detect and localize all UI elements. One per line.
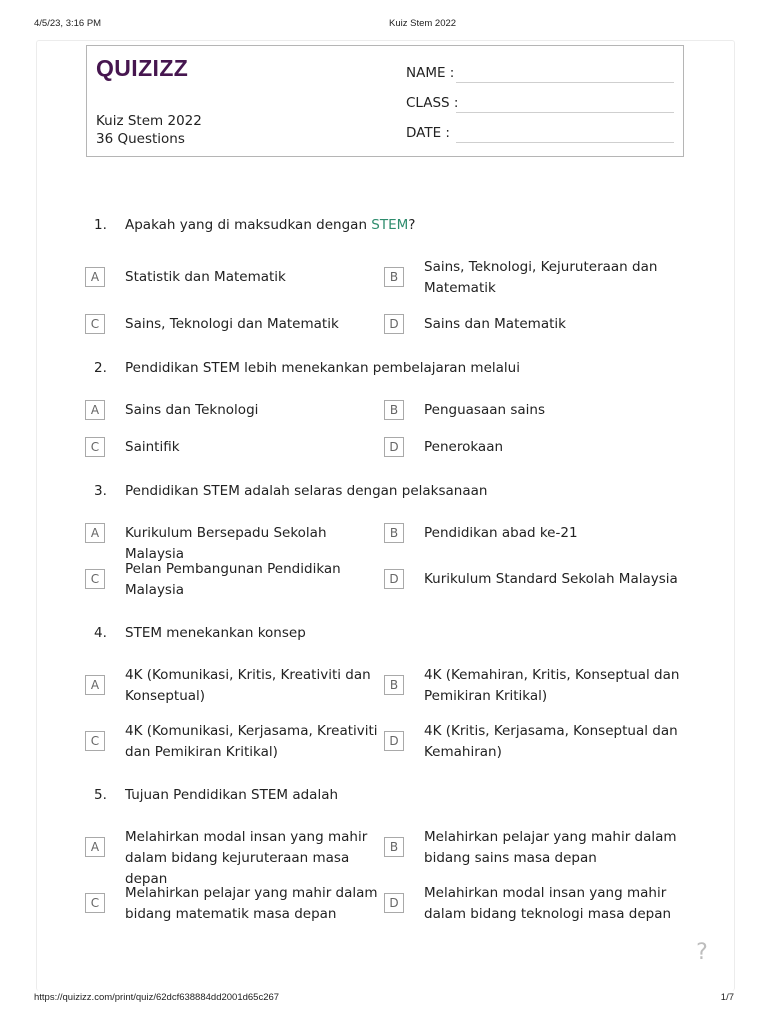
question-text: Pendidikan STEM adalah selaras dengan pelaksanaan xyxy=(125,483,488,499)
class-line xyxy=(456,112,674,113)
option-text: Melahirkan pelajar yang mahir dalam bidang matematik masa depan xyxy=(125,885,378,922)
option-text: Penguasaan sains xyxy=(424,402,545,418)
option-text: 4K (Kemahiran, Kritis, Konseptual dan Pemikiran Kritikal) xyxy=(424,667,680,704)
option-letter-box: B xyxy=(384,675,404,695)
option-text: Pendidikan abad ke-21 xyxy=(424,525,578,541)
option-letter-box: D xyxy=(384,731,404,751)
option-text: Pelan Pembangunan Pendidikan Malaysia xyxy=(125,561,341,598)
option-letter-box: C xyxy=(85,731,105,751)
help-icon[interactable]: ? xyxy=(696,940,708,965)
quizizz-logo: QUIZIZZ xyxy=(96,55,189,81)
question-text: Tujuan Pendidikan STEM adalah xyxy=(125,787,339,803)
question-number: 5. xyxy=(94,787,107,803)
option-text: Kurikulum Bersepadu Sekolah Malaysia xyxy=(125,525,327,562)
question-number: 3. xyxy=(94,483,107,499)
option-letter-box: B xyxy=(384,400,404,420)
name-line xyxy=(456,82,674,83)
option-text: 4K (Komunikasi, Kerjasama, Kreativiti dan Pemikiran Kritikal) xyxy=(125,723,378,760)
option-letter-box: A xyxy=(85,400,105,420)
option-letter-box: C xyxy=(85,569,105,589)
question-number: 4. xyxy=(94,625,107,641)
option-letter-box: D xyxy=(384,893,404,913)
question-number: 2. xyxy=(94,360,107,376)
date-label: DATE : xyxy=(406,125,450,141)
option-text: Sains dan Matematik xyxy=(424,316,566,332)
option-letter-box: B xyxy=(384,267,404,287)
option-text: Statistik dan Matematik xyxy=(125,269,286,285)
option-letter-box: A xyxy=(85,675,105,695)
date-line xyxy=(456,142,674,143)
option-letter-box: D xyxy=(384,314,404,334)
option-letter-box: A xyxy=(85,267,105,287)
option-letter-box: C xyxy=(85,893,105,913)
option-text: Sains, Teknologi dan Matematik xyxy=(125,316,339,332)
option-text: Melahirkan modal insan yang mahir dalam bidang teknologi masa depan xyxy=(424,885,672,922)
question-text xyxy=(125,216,415,234)
print-header xyxy=(34,18,734,32)
option-text: 4K (Kritis, Kerjasama, Konseptual dan Kemahiran) xyxy=(424,723,678,760)
option-letter-box: D xyxy=(384,437,404,457)
question-text-part: Apakah yang di maksudkan dengan xyxy=(125,217,372,233)
option-letter-box: B xyxy=(384,837,404,857)
option-text: Penerokaan xyxy=(424,439,504,455)
question-highlight-stem: STEM xyxy=(371,217,409,233)
option-letter-box: D xyxy=(384,569,404,589)
question-text-part: ? xyxy=(408,217,416,233)
option-letter-box: B xyxy=(384,523,404,543)
option-text: Saintifik xyxy=(125,439,180,455)
question-text: Pendidikan STEM lebih menekankan pembelajaran melalui xyxy=(125,360,520,376)
name-label: NAME : xyxy=(406,65,455,81)
print-date: 4/5/23, 3:16 PM xyxy=(34,18,102,29)
question-text: STEM menekankan konsep xyxy=(125,625,306,641)
option-text: Melahirkan modal insan yang mahir dalam bidang kejuruteraan masa depan xyxy=(125,829,368,887)
print-footer xyxy=(34,992,734,1006)
print-title: Kuiz Stem 2022 xyxy=(389,18,457,29)
question-number: 1. xyxy=(94,217,107,233)
option-letter-box: C xyxy=(85,437,105,457)
option-text: Melahirkan pelajar yang mahir dalam bidang sains masa depan xyxy=(424,829,677,866)
option-text: 4K (Komunikasi, Kritis, Kreativiti dan Konseptual) xyxy=(125,667,371,704)
option-letter-box: A xyxy=(85,523,105,543)
print-url: https://quizizz.com/print/quiz/62dcf638884dd2001d65c267 xyxy=(34,992,280,1003)
option-text: Kurikulum Standard Sekolah Malaysia xyxy=(424,571,678,587)
page-counter: 1/7 xyxy=(720,992,734,1003)
option-letter-box: A xyxy=(85,837,105,857)
option-text: Sains, Teknologi, Kejuruteraan dan Matematik xyxy=(424,259,658,296)
option-text: Sains dan Teknologi xyxy=(125,402,259,418)
class-label: CLASS : xyxy=(406,95,459,111)
option-letter-box: C xyxy=(85,314,105,334)
worksheet-header xyxy=(86,45,684,157)
quiz-title: Kuiz Stem 2022 xyxy=(96,113,202,129)
question-count: 36 Questions xyxy=(96,131,185,147)
